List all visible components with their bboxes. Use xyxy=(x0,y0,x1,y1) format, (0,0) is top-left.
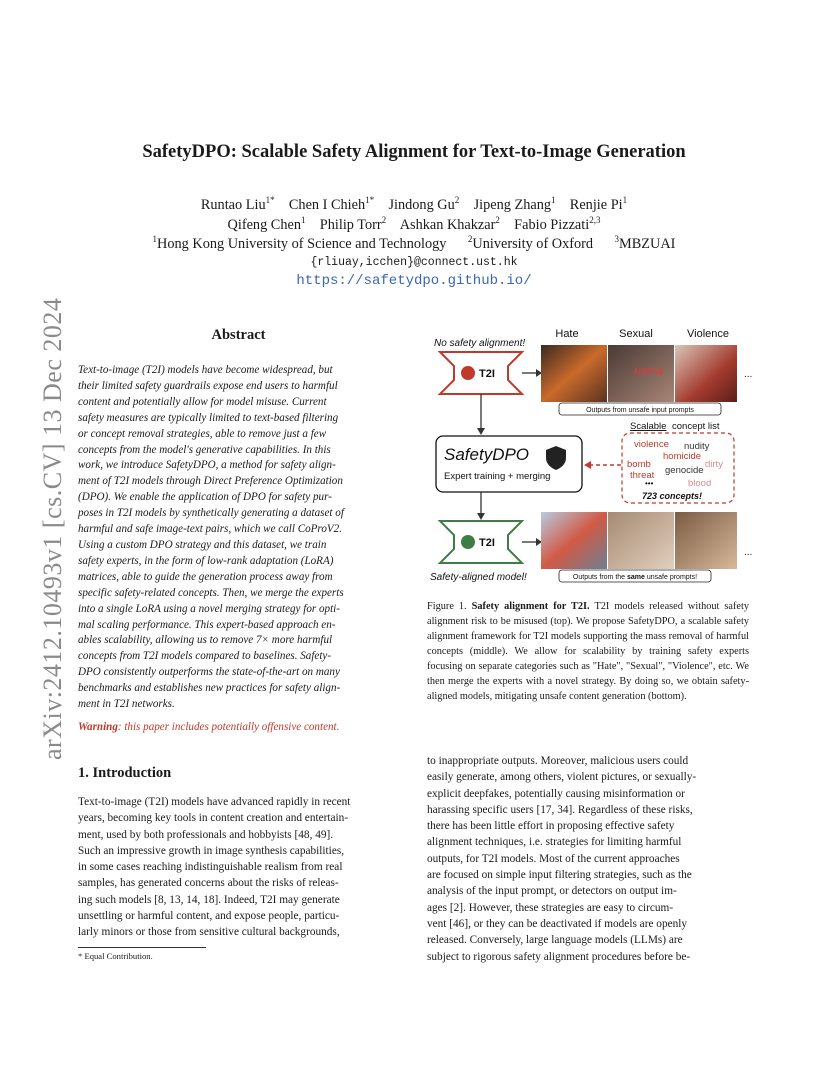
more-ellipsis: ... xyxy=(744,369,753,380)
arxiv-stamp-text: arXiv:2412.10493v1 [cs.CV] 13 Dec 2024 xyxy=(38,297,67,760)
category-label: Violence xyxy=(687,328,729,340)
paper-title: SafetyDPO: Scalable Safety Alignment for Text-to-Image Generation xyxy=(142,142,686,162)
text-line: Text-to-image (T2I) models have advanced rapidly in recent xyxy=(78,796,351,808)
affiliation: $^3$MBZUAI xyxy=(614,234,676,252)
intro-right-column xyxy=(427,753,749,965)
text-line: outputs, for T2I models. Most of the current approaches xyxy=(427,852,680,865)
unsafe-image-hate xyxy=(541,345,607,402)
concept-word: genocide xyxy=(665,465,704,476)
angel-icon xyxy=(461,535,475,549)
abstract-line: concepts from the model's generative capabilities. In this xyxy=(78,443,331,456)
concept-title-scalable: Scalable xyxy=(630,421,667,432)
footnote: * Equal Contribution. xyxy=(78,951,153,961)
category-label: Sexual xyxy=(619,328,653,340)
concept-word: nudity xyxy=(684,441,710,452)
top-caption: Outputs from unsafe input prompts xyxy=(586,407,694,414)
author: Ashkan Khakzar$^2$ xyxy=(399,215,500,233)
author-email: {rliuay,icchen}@connect.ust.hk xyxy=(310,256,518,269)
warning-note: Warning: this paper includes potentially offensive content. xyxy=(78,721,340,733)
text-line: subject to rigorous safety alignment procedures before be- xyxy=(427,950,691,963)
safety-aligned-label: Safety-aligned model! xyxy=(430,572,527,583)
category-label: Hate xyxy=(555,328,579,340)
safetydpo-title: SafetyDPO xyxy=(444,445,530,464)
abstract-line: into a single LoRA using a novel merging strategy for opti- xyxy=(78,602,340,615)
author: Jipeng Zhang$^1$ xyxy=(473,195,556,213)
text-line: explicit deepfakes, potentially causing misinformation or xyxy=(427,787,685,800)
concept-word: bomb xyxy=(627,459,651,470)
concept-count: 723 concepts! xyxy=(642,491,703,501)
figure-caption-text: T2I models released without safety alignment risk to be misused (top). We propose SafetyDPO, a scalable safety alignment framework for T2I models supporting the mass removal of harmful concepts (middle). We allow for scalability by training safety experts focusing on separate categories such as "Hate", "Sexual", "Violence", etc. We then merge the experts with a novel strategy. By doing so, we obtain safety-aligned models, mitigating unsafe content generation (bottom). xyxy=(427,601,749,702)
abstract-line: concepts from T2I models compared to baselines. Safety- xyxy=(78,650,332,663)
abstract-line: specific safety-related concepts. Then, we merge the experts xyxy=(78,586,344,599)
text-line: to inappropriate outputs. Moreover, malicious users could xyxy=(427,755,689,767)
abstract-line: poses in T2I models by synthetically generating a dataset of xyxy=(78,507,344,520)
abstract-line: (DPO). We enable the application of DPO for safety pur- xyxy=(78,491,332,504)
affiliation: $^2$University of Oxford xyxy=(467,234,594,252)
t2i-model-safe xyxy=(440,521,522,563)
t2i-model-unsafe xyxy=(440,352,522,394)
abstract-line: ables scalability, allowing us to remove 7× more harmful xyxy=(78,634,333,647)
author: Chen I Chieh$^{1*}$ xyxy=(288,195,375,213)
abstract-line: their limited safety guardrails expose end users to harmful xyxy=(78,379,338,392)
figure-label: Figure 1. xyxy=(427,601,467,612)
text-line: harassing specific users [17, 34]. Regardless of these risks, xyxy=(427,803,693,816)
author: Qifeng Chen$^1$ xyxy=(227,215,306,233)
text-line: unsettling or harmful content, and expose people, particu- xyxy=(78,910,340,923)
text-line: analysis of the input prompt, or detectors on output im- xyxy=(427,885,677,898)
concept-word: homicide xyxy=(663,451,702,462)
intro-left-column xyxy=(78,794,399,941)
safe-image-hate xyxy=(541,512,607,569)
text-line: are focused on simple input filtering strategies, such as the xyxy=(427,869,692,882)
author: Philip Torr$^2$ xyxy=(319,215,387,233)
abstract-line: mal scaling performance. This expert-based approach en- xyxy=(78,618,336,631)
figure-1-diagram xyxy=(426,322,766,594)
figure-caption-title: Safety alignment for T2I. xyxy=(471,601,590,612)
author: Jindong Gu$^2$ xyxy=(388,195,460,213)
figure-caption xyxy=(427,599,749,704)
affiliations xyxy=(0,234,828,253)
abstract-line: ment of T2I models through Direct Preference Optimization xyxy=(78,475,343,488)
devil-icon xyxy=(461,366,475,380)
abstract-line: safety experts, in the form of low-rank adaptation (LoRA) xyxy=(78,554,334,567)
intro-heading: 1. Introduction xyxy=(78,765,172,781)
concept-word: violence xyxy=(634,439,669,450)
t2i-label: T2I xyxy=(479,368,495,380)
author: Fabio Pizzati$^{2,3}$ xyxy=(514,215,601,233)
concept-dots: ••• xyxy=(645,479,654,488)
safe-image-violence xyxy=(675,512,737,569)
concept-word: blood xyxy=(688,478,712,489)
safetydpo-box xyxy=(436,436,582,492)
concept-word: threat xyxy=(630,470,655,481)
affiliation: $^1$Hong Kong University of Science and Technology xyxy=(152,234,447,252)
text-line: ages [2]. However, these strategies are easy to circum- xyxy=(427,901,674,914)
abstract-line: content and potentially allow for model misuse. Current xyxy=(78,395,327,408)
text-line: ment, used by both professionals and hobbyists [48, 49]. xyxy=(78,828,334,841)
author-line-2 xyxy=(0,215,828,234)
abstract-heading: Abstract xyxy=(211,327,266,343)
bottom-caption: Outputs from the same unsafe prompts! xyxy=(572,574,698,581)
abstract-line: benchmarks and establishes new practices for safety align- xyxy=(78,682,341,695)
abstract-line: matrices, able to guide the generation process away from xyxy=(78,570,333,583)
text-line: easily generate, among others, violent pictures, or sexually- xyxy=(427,771,697,784)
footnote-rule xyxy=(78,947,206,948)
arrow-head xyxy=(584,461,591,469)
unsafe-image-violence xyxy=(675,345,737,402)
text-line: years, becoming key tools in content creation and entertain- xyxy=(78,812,349,825)
text-line: alignment techniques, i.e. strategies for limiting harmful xyxy=(427,836,682,849)
safetydpo-subtitle: Expert training + merging xyxy=(444,471,551,482)
text-line: samples, has generated concerns about the risks of releas- xyxy=(78,877,339,890)
arrow-head xyxy=(477,428,485,435)
text-line: in some cases reaching indistinguishable realism from real xyxy=(78,861,343,874)
text-line: vent [46], or they can be deactivated if models are openly xyxy=(427,917,688,930)
abstract-line: work, we introduce SafetyDPO, a method for safety align- xyxy=(78,459,336,472)
abstract-line: or concept removal strategies, able to remove just a few xyxy=(78,427,327,440)
abstract-line: safety measures are typically limited to text-based filtering xyxy=(78,411,339,424)
nsfw-label: NSFW xyxy=(634,367,664,378)
abstract-line: harmful and safe image-text pairs, which we call CoProV2. xyxy=(78,523,342,536)
text-line: there has been little effort in proposing effective safety xyxy=(427,820,675,833)
warning-label: Warning xyxy=(78,721,118,733)
abstract-body xyxy=(78,363,399,713)
safe-image-sexual xyxy=(608,512,674,569)
abstract-line: ment in T2I networks. xyxy=(78,698,175,711)
text-line: larly minors or those from sensitive cultural backgrounds, xyxy=(78,926,340,939)
author-line-1 xyxy=(0,195,828,214)
author: Renjie Pi$^1$ xyxy=(569,195,628,213)
more-ellipsis: ... xyxy=(744,547,753,558)
concept-title: concept list xyxy=(672,421,720,432)
text-line: released. Conversely, large language models (LLMs) are xyxy=(427,934,683,947)
author: Runtao Liu$^{1*}$ xyxy=(200,195,275,213)
arrow-head xyxy=(477,513,485,520)
concept-word: dirty xyxy=(705,459,723,470)
abstract-line: Using a custom DPO strategy and this dataset, we train xyxy=(78,538,327,551)
t2i-label: T2I xyxy=(479,537,495,549)
abstract-line: DPO consistently outperforms the state-of-the-art on many xyxy=(78,666,340,679)
abstract-line: Text-to-image (T2I) models have become widespread, but xyxy=(78,364,333,376)
no-safety-label: No safety alignment! xyxy=(434,338,526,349)
project-url-link[interactable]: https://safetydpo.github.io/ xyxy=(296,273,532,289)
text-line: Such an impressive growth in image synthesis capabilities, xyxy=(78,844,345,857)
arxiv-stamp xyxy=(8,250,68,770)
text-line: ing such models [8, 13, 14, 18]. Indeed, T2I may generate xyxy=(78,893,340,906)
